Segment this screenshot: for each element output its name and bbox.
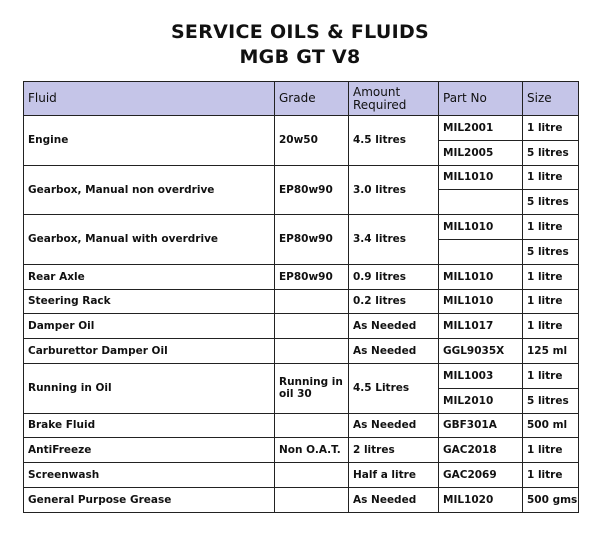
table-row — [24, 215, 579, 240]
header-part-no: Part No — [439, 82, 523, 116]
header-amount: Amount Required — [349, 82, 439, 116]
table-row — [24, 116, 579, 141]
fluid-cell: Carburettor Damper Oil — [24, 339, 275, 364]
size-cell: 500 ml — [523, 413, 579, 438]
part-no-cell: GGL9035X — [439, 339, 523, 364]
page-title: SERVICE OILS & FLUIDS — [170, 21, 430, 43]
amount-cell: As Needed — [349, 487, 439, 512]
fluid-cell: Engine — [24, 116, 275, 166]
header-fluid: Fluid — [24, 82, 275, 116]
grade-cell — [275, 463, 349, 488]
header-row — [24, 82, 579, 116]
part-no-cell — [439, 190, 523, 215]
grade-cell — [275, 314, 349, 339]
size-cell: 5 litres — [523, 140, 579, 165]
amount-cell: As Needed — [349, 413, 439, 438]
fluids-table — [23, 81, 579, 513]
table-row — [24, 363, 579, 388]
size-cell: 1 litre — [523, 438, 579, 463]
header-grade: Grade — [275, 82, 349, 116]
fluid-cell: General Purpose Grease — [24, 487, 275, 512]
part-no-cell: MIL1003 — [439, 363, 523, 388]
part-no-cell: GAC2018 — [439, 438, 523, 463]
table-body — [24, 116, 579, 513]
table-row — [24, 463, 579, 488]
grade-cell — [275, 487, 349, 512]
grade-cell: Non O.A.T. — [275, 438, 349, 463]
page-subtitle: MGB GT V8 — [239, 46, 361, 68]
fluid-cell: Damper Oil — [24, 314, 275, 339]
amount-cell: As Needed — [349, 339, 439, 364]
amount-cell: As Needed — [349, 314, 439, 339]
table-row — [24, 165, 579, 190]
table-row — [24, 339, 579, 364]
amount-cell: 0.9 litres — [349, 264, 439, 289]
fluid-cell: Rear Axle — [24, 264, 275, 289]
size-cell: 5 litres — [523, 239, 579, 264]
amount-cell: 3.0 litres — [349, 165, 439, 215]
size-cell: 5 litres — [523, 388, 579, 413]
fluid-cell: Gearbox, Manual non overdrive — [24, 165, 275, 215]
grade-cell — [275, 339, 349, 364]
fluid-cell: AntiFreeze — [24, 438, 275, 463]
table-row — [24, 438, 579, 463]
part-no-cell: MIL1010 — [439, 215, 523, 240]
size-cell: 1 litre — [523, 463, 579, 488]
size-cell: 500 gms — [523, 487, 579, 512]
grade-cell: EP80w90 — [275, 215, 349, 265]
part-no-cell: MIL1010 — [439, 264, 523, 289]
grade-cell — [275, 289, 349, 314]
part-no-cell: MIL1017 — [439, 314, 523, 339]
table-row — [24, 314, 579, 339]
table-row — [24, 413, 579, 438]
header-size: Size — [523, 82, 579, 116]
size-cell: 1 litre — [523, 363, 579, 388]
part-no-cell — [439, 239, 523, 264]
size-cell: 1 litre — [523, 314, 579, 339]
table-row — [24, 289, 579, 314]
grade-cell — [275, 413, 349, 438]
grade-cell: EP80w90 — [275, 264, 349, 289]
amount-cell: 4.5 Litres — [349, 363, 439, 413]
grade-cell: Running in oil 30 — [275, 363, 349, 413]
part-no-cell: MIL1020 — [439, 487, 523, 512]
fluid-cell: Brake Fluid — [24, 413, 275, 438]
part-no-cell: MIL2001 — [439, 116, 523, 141]
part-no-cell: GAC2069 — [439, 463, 523, 488]
fluid-cell: Steering Rack — [24, 289, 275, 314]
table-row — [24, 487, 579, 512]
size-cell: 5 litres — [523, 190, 579, 215]
amount-cell: 4.5 litres — [349, 116, 439, 166]
size-cell: 1 litre — [523, 289, 579, 314]
fluid-cell: Running in Oil — [24, 363, 275, 413]
size-cell: 1 litre — [523, 165, 579, 190]
part-no-cell: MIL2005 — [439, 140, 523, 165]
grade-cell: EP80w90 — [275, 165, 349, 215]
size-cell: 125 ml — [523, 339, 579, 364]
amount-cell: 0.2 litres — [349, 289, 439, 314]
fluid-cell: Screenwash — [24, 463, 275, 488]
part-no-cell: MIL1010 — [439, 165, 523, 190]
part-no-cell: GBF301A — [439, 413, 523, 438]
part-no-cell: MIL2010 — [439, 388, 523, 413]
amount-cell: 2 litres — [349, 438, 439, 463]
size-cell: 1 litre — [523, 264, 579, 289]
amount-cell: 3.4 litres — [349, 215, 439, 265]
amount-cell: Half a litre — [349, 463, 439, 488]
size-cell: 1 litre — [523, 116, 579, 141]
size-cell: 1 litre — [523, 215, 579, 240]
fluid-cell: Gearbox, Manual with overdrive — [24, 215, 275, 265]
table-row — [24, 264, 579, 289]
part-no-cell: MIL1010 — [439, 289, 523, 314]
grade-cell: 20w50 — [275, 116, 349, 166]
